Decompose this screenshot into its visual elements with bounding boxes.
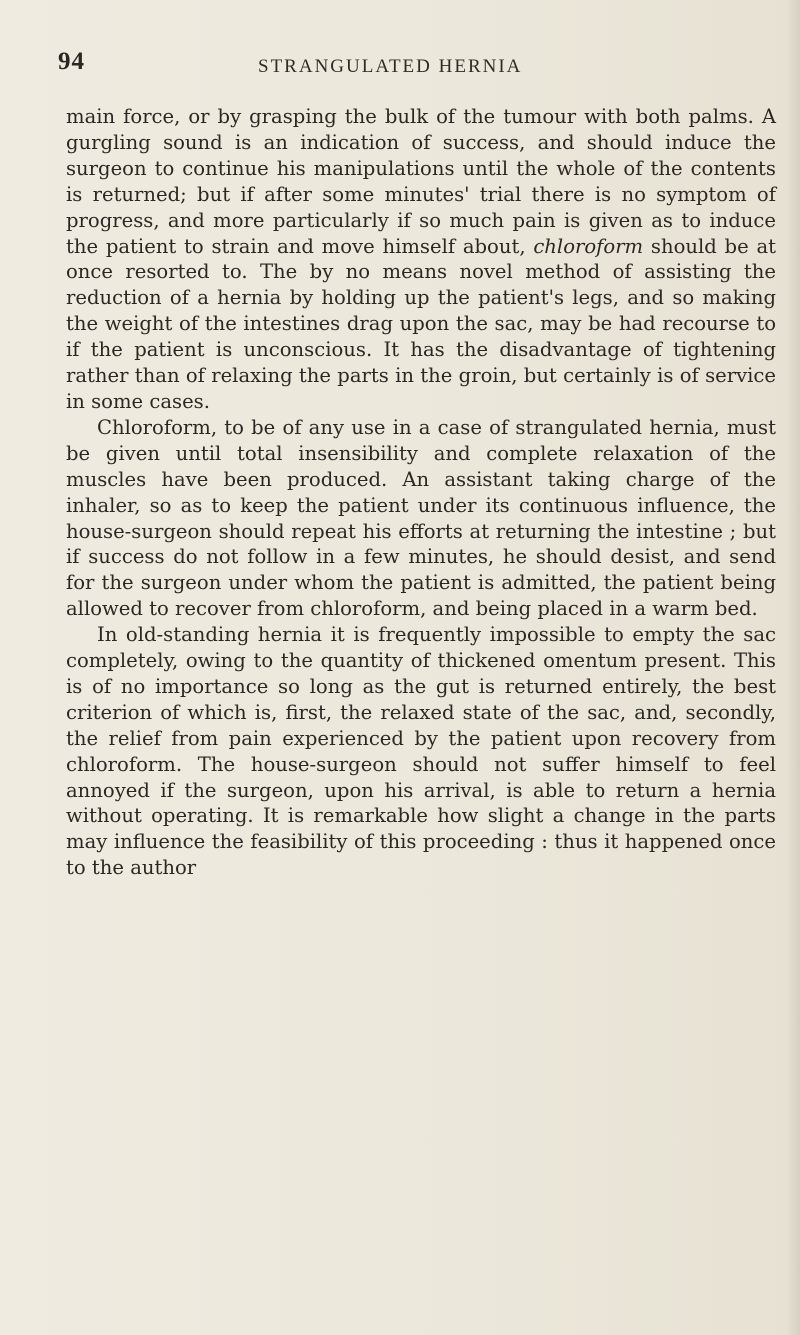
paragraph-3: In old-standing hernia it is frequently impossible to empty the sac completely, owing to the quantity of thickened omentum present. This is of no importance so long as the gut is returned entirely, the best criterion of which is, first, the relaxed state of the sac, and, secondly, the relief from pain experienced by the patient upon recovery from chloroform. The house-surgeon should not suffer himself to feel annoyed if the surgeon, upon his arrival, is able to return a hernia without operating. It is remarkable how slight a change in the parts may influence the feasibility of this proceeding : thus it happened once to the author	[66, 623, 776, 880]
paragraph-1	[66, 104, 776, 415]
page-edge-shadow	[786, 0, 800, 1335]
body-text	[66, 104, 776, 881]
paragraph-1-text-b: should be at once resorted to. The by no means novel method of assisting the reduction of a hernia by holding up the patient's legs, and so making the weight of the intestines drag upon the sac, may be had recourse to if the patient is unconscious. It has the disadvantage of tightening rather than of relaxing the parts in the groin, but certainly is of service in some cases.	[66, 234, 776, 413]
page-number: 94	[58, 48, 85, 75]
page-header	[58, 48, 782, 84]
paragraph-1-text-a: main force, or by grasping the bulk of the tumour with both palms. A gurgling sound is an indication of success, and should induce the surgeon to continue his manipulations until the whole of the contents is returned; but if after some minutes' trial there is no symptom of progress, and more particularly if so much pain is given as to induce the patient to strain and move himself about,	[66, 105, 776, 258]
emphasis-chloroform: chloroform	[533, 234, 644, 258]
running-head: STRANGULATED HERNIA	[258, 56, 523, 77]
paragraph-2: Chloroform, to be of any use in a case of strangulated hernia, must be given until total insensibility and complete relaxation of the muscles have been produced. An assistant taking charge of the inhaler, so as to keep the patient under its continuous influence, the house-surgeon should repeat his efforts at returning the intestine ; but if success do not follow in a few minutes, he should desist, and send for the surgeon under whom the patient is admitted, the patient being allowed to recover from chloroform, and being placed in a warm bed.	[66, 415, 776, 621]
